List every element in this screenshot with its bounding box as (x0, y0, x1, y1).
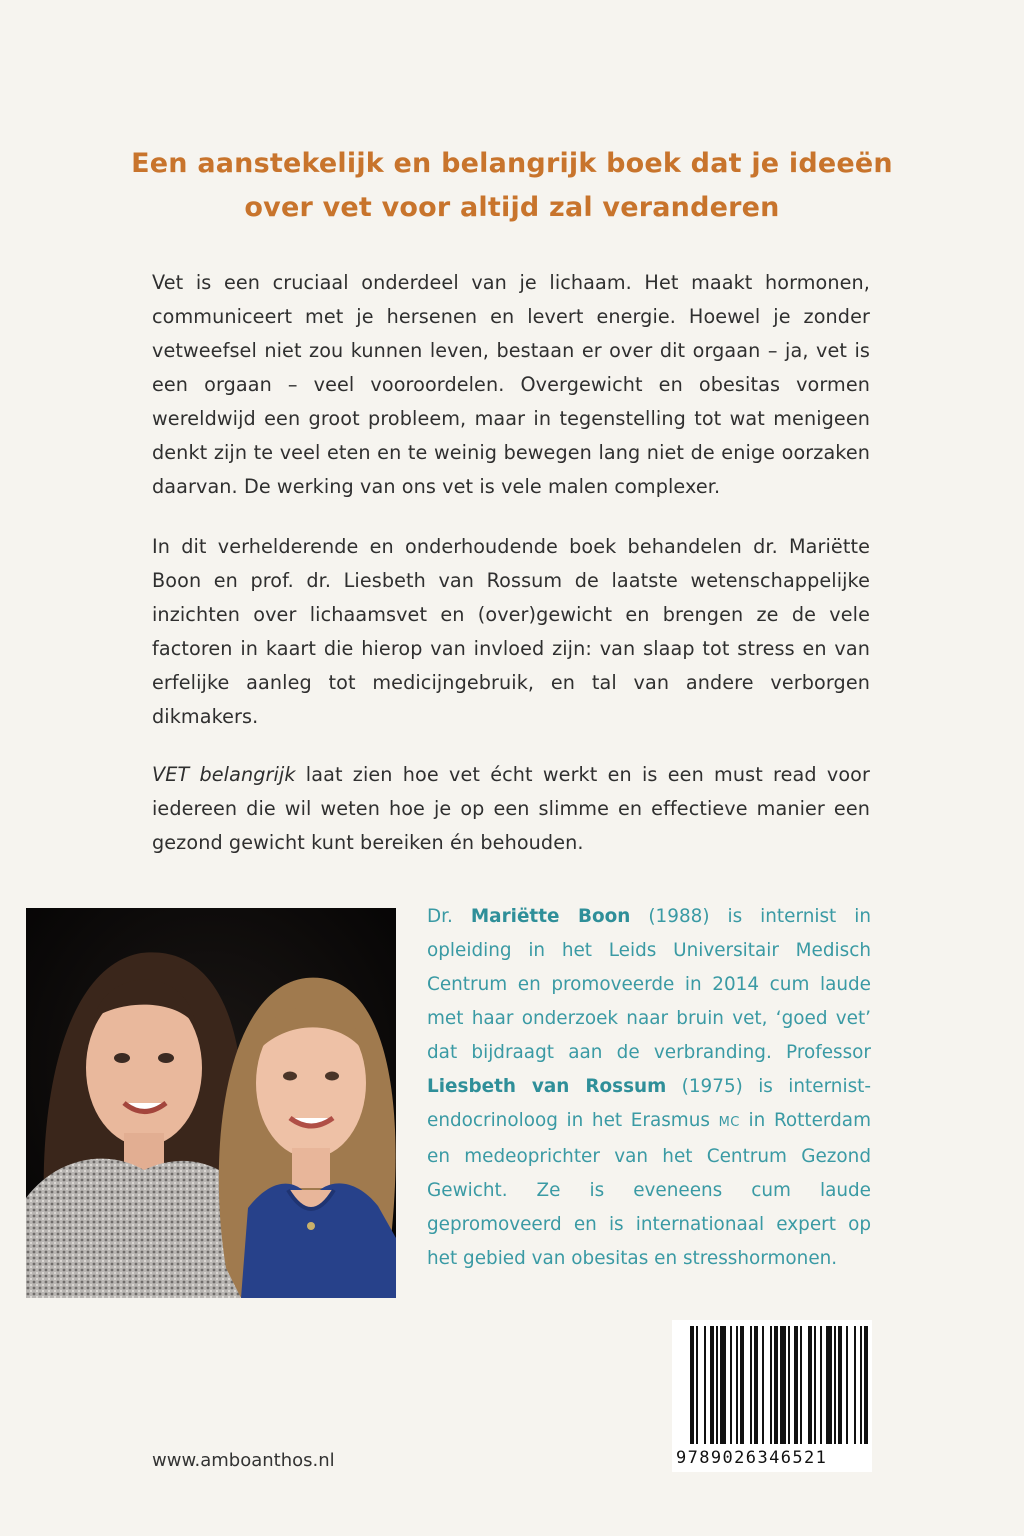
bio-text-3: (1975) is internist-endocrinoloog in het Erasmus (427, 1076, 871, 1131)
headline-line-2: over vet voor altijd zal veranderen (244, 192, 780, 223)
headline-line-1: Een aanstekelijk en belangrijk boek dat je ideeën (131, 148, 893, 179)
book-title: VET belangrijk (152, 763, 296, 786)
isbn-number: 9789026346521 (676, 1448, 870, 1468)
headline (0, 142, 1024, 230)
author-photo (26, 908, 396, 1298)
website-link[interactable]: www.amboanthos.nl (152, 1450, 335, 1471)
bio-text-1: Dr. (427, 906, 471, 927)
author-bio (427, 900, 871, 1276)
author-name-1: Mariëtte Boon (470, 906, 631, 927)
blurb-paragraph-3 (152, 758, 870, 860)
bio-mc: MC (718, 1115, 740, 1130)
blurb-paragraph-2: In dit verhelderende en onderhoudende boek behandelen dr. Mariëtte Boon en prof. dr. Liesbeth van Rossum de laatste wetenschappelijke inzichten over lichaamsvet en (over)gewicht en brengen ze de vele factoren in kaart die hierop van invloed zijn: van slaap tot stress en van erfelijke aanleg tot medicijngebruik, en tal van andere verborgen dikmakers. (152, 535, 870, 728)
bio-text-2: (1988) is internist in opleiding in het Leids Universitair Medisch Centrum en promoveerde in 2014 cum laude met haar onderzoek naar bruin vet, ‘goed vet’ dat bijdraagt aan de verbranding. Professor (427, 906, 871, 1063)
blurb-paragraph-1: Vet is een cruciaal onderdeel van je lichaam. Het maakt hormonen, communiceert met je hersenen en levert energie. Hoewel je zonder vetweefsel niet zou kunnen leven, bestaan er over dit orgaan – ja, vet is een orgaan – veel vooroordelen. Overgewicht en obesitas vormen wereldwijd een groot probleem, maar in tegenstelling tot wat menigeen denkt zijn te veel eten en te weinig bewegen lang niet de enige oorzaken daarvan. De werking van ons vet is vele malen complexer. (152, 271, 870, 498)
bio-text-4: in Rotterdam en medeoprichter van het Centrum Gezond Gewicht. Ze is eveneens cum laude gepromoveerd en is internationaal expert op het gebied van obesitas en stresshormonen. (427, 1110, 871, 1269)
author-name-2: Liesbeth van Rossum (427, 1076, 667, 1097)
blurb-paragraph-3-text: laat zien hoe vet écht werkt en is een must read voor iedereen die wil weten hoe je op een slimme en effectieve manier een gezond gewicht kunt bereiken én behouden. (152, 763, 870, 854)
